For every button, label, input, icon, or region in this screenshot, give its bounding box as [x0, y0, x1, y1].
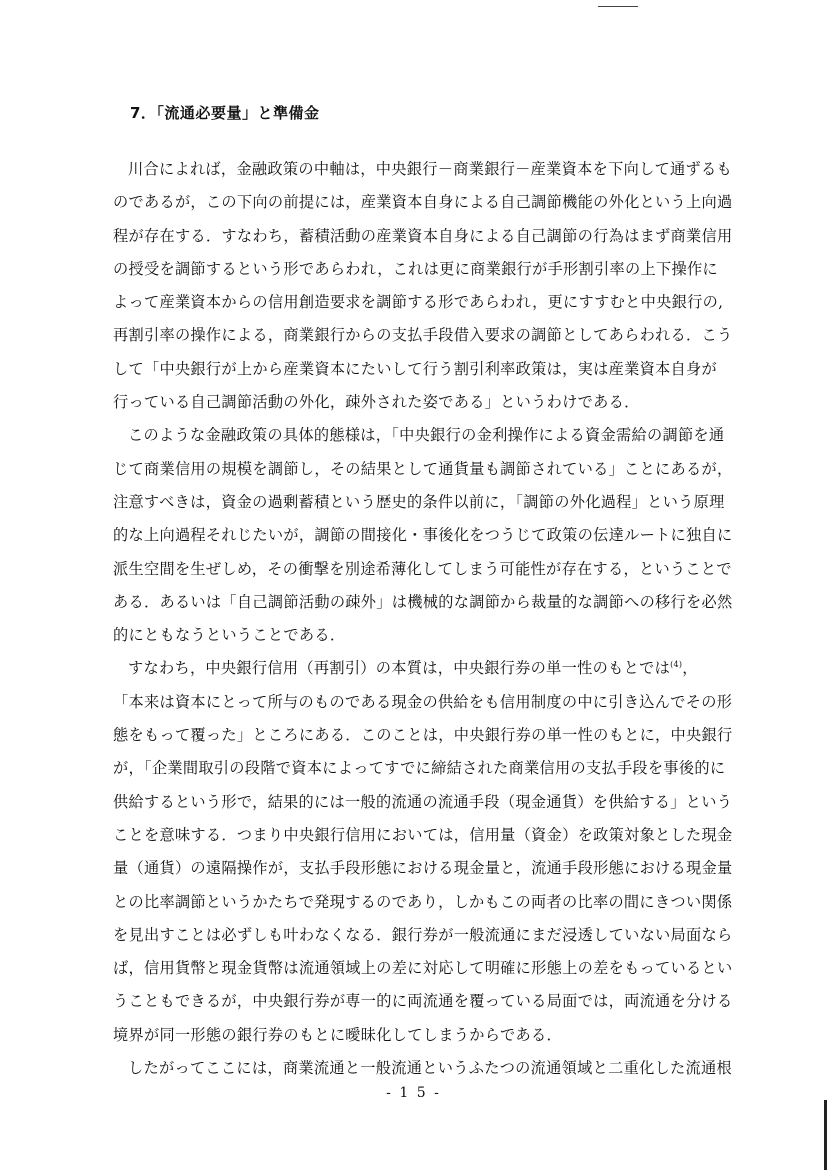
text-line: よって産業資本からの信用創造要求を調節する形であらわれ，更にすすむと中央銀行の,	[113, 293, 724, 312]
text-line: 態をもって覆った」ところにある．このことは，中央銀行券の単一性のもとに，中央銀行	[113, 726, 733, 745]
text-line: ば，信用貨幣と現金貨幣は流通領域上の差に対応して明確に形態上の差をもっているとい	[113, 959, 733, 978]
text-line: 境界が同一形態の銀行券のもとに曖昧化してしまうからである．	[113, 1025, 562, 1044]
text-line: して「中央銀行が上から産業資本にたいして行う割引利率政策は，実は産業資本自身が	[113, 359, 718, 378]
text-line: したがってここには，商業流通と一般流通というふたつの流通領域と二重化した流通根	[128, 1059, 733, 1078]
text-line: 再割引率の操作による，商業銀行からの支払手段借入要求の調節としてあらわれる．こう	[113, 326, 733, 345]
page-number: - 1 5 -	[386, 1085, 441, 1101]
text-line: 川合によれば，金融政策の中軸は，中央銀行－商業銀行－産業資本を下向して通ずるも	[128, 160, 733, 178]
section-heading: 7．「流通必要量」と準備金	[130, 104, 320, 122]
text-line: 量（通貨）の遠隔操作が，支払手段形態における現金量と，流通手段形態における現金量	[113, 859, 733, 878]
text-line: が，「企業間取引の段階で資本によってすでに締結された商業信用の支払手段を事後的に	[113, 759, 726, 778]
text-line: 的な上向過程それじたいが，調節の間接化・事後化をつうじて政策の伝達ルートに独自に	[113, 526, 733, 545]
text-line: の授受を調節するという形であらわれ，これは更に商業銀行が手形割引率の上下操作に	[113, 259, 718, 278]
text-line-with-footnote	[113, 652, 753, 685]
text-line: 注意すべきは，資金の過剰蓄積という歴史的条件以前に，「調節の外化過程」という原理	[113, 492, 725, 511]
text-line: ある．あるいは「自己調節活動の疎外」は機械的な調節から裁量的な調節への移行を必然	[113, 592, 733, 611]
text-line: を見出すことは必ずしも叶わなくなる．銀行券が一般流通にまだ浸透していない局面なら	[113, 925, 733, 944]
text-line: ことを意味する．つまり中央銀行信用においては，信用量（資金）を政策対象とした現金	[113, 825, 733, 844]
text-line: このような金融政策の具体的態様は，「中央銀行の金利操作による資金需給の調節を通	[128, 426, 725, 445]
text-line-tail: ，	[682, 659, 698, 678]
text-line: じて商業信用の規模を調節し，その結果として通貨量も調節されている」ことにあるが，	[113, 459, 733, 478]
text-line: 行っている自己調節活動の外化，疎外された姿である」というわけである．	[113, 393, 640, 412]
text-line: 「本来は資本にとって所与のものである現金の供給をも信用制度の中に引き込んでその形	[113, 692, 733, 711]
footnote-marker: (4)	[670, 660, 683, 670]
text-line: との比率調節というかたちで発現するのであり，しかもこの両者の比率の間にきつい関係	[113, 892, 733, 911]
text-line: 的にともなうということである．	[113, 626, 346, 645]
scan-mark-top	[598, 6, 638, 7]
text-line: 程が存在する．すなわち，蓄積活動の産業資本自身による自己調節の行為はまず商業信用	[113, 226, 733, 245]
text-line: のであるが，この下向の前提には，産業資本自身による自己調節機能の外化という上向過	[113, 193, 733, 212]
text-line: うこともできるが，中央銀行券が専一的に両流通を覆っている局面では，両流通を分ける	[113, 992, 733, 1011]
text-line-main: すなわち，中央銀行信用（再割引）の本質は，中央銀行券の単一性のもとでは	[128, 659, 671, 678]
text-line: 派生空間を生ぜしめ，その衝撃を別途希薄化してしまう可能性が存在する，ということで	[113, 559, 732, 578]
body-text	[113, 153, 753, 1085]
text-line: 供給するという形で，結果的には一般的流通の流通手段（現金通貨）を供給する」という	[113, 792, 733, 811]
